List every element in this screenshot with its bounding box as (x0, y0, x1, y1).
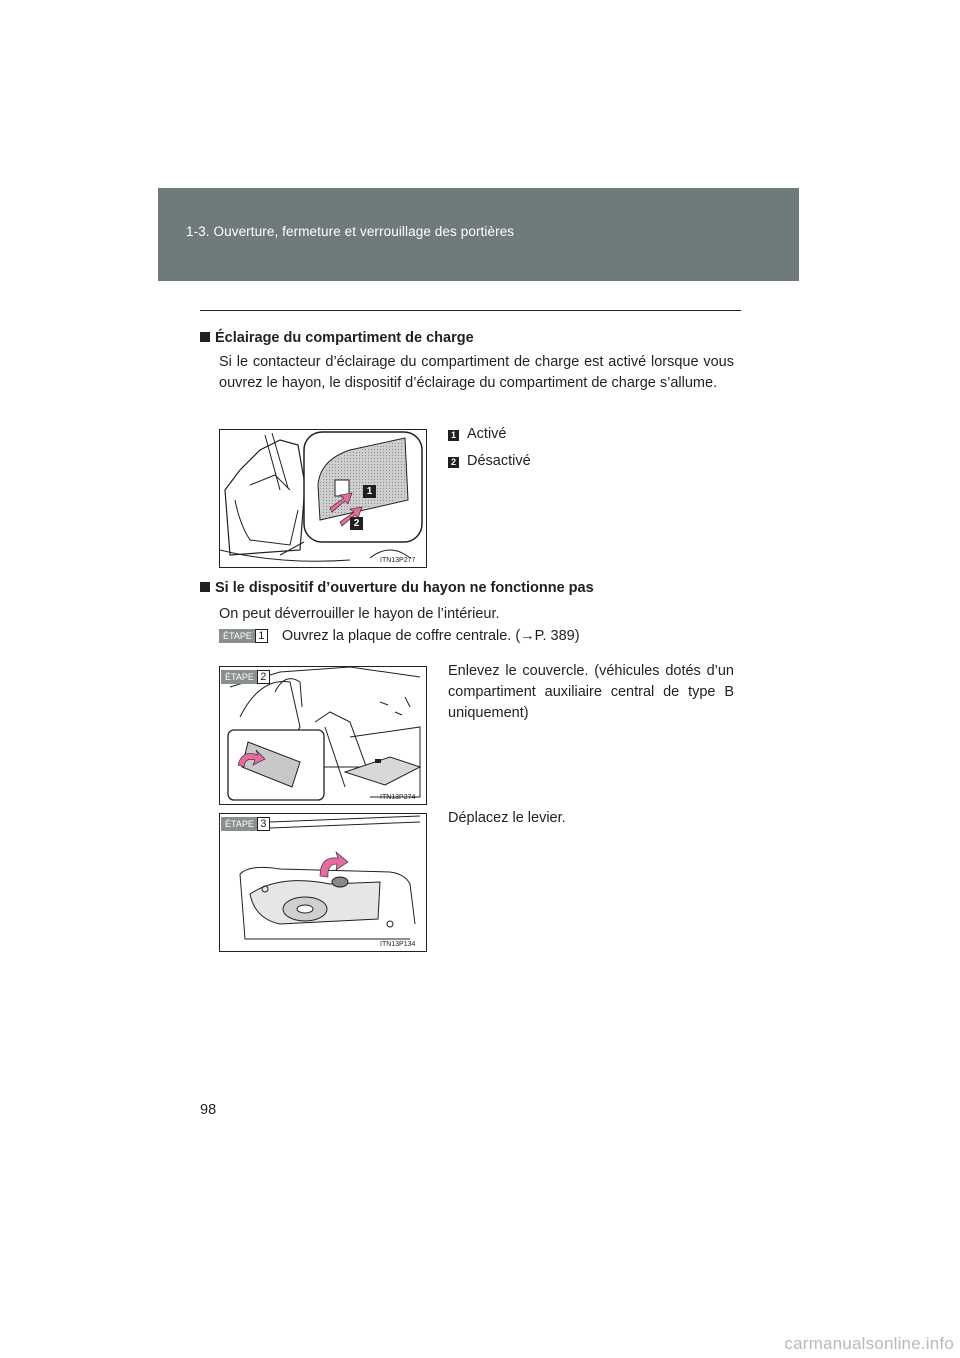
cargo-light-illustration (220, 430, 426, 567)
section-heading-cargo-light: Éclairage du compartiment de charge (200, 330, 474, 346)
step-number: 1 (255, 629, 268, 643)
figure-cargo-light-switch (219, 429, 427, 568)
legend-item-activated: 1 Activé (448, 426, 507, 442)
callout-1: 1 (363, 485, 376, 498)
figure-step-badge: ÉTAPE 2 (221, 668, 270, 686)
legend-number: 2 (448, 457, 459, 468)
header-rule (200, 310, 741, 311)
chapter-title: 1-3. Ouverture, fermeture et verrouillage des portières (186, 224, 515, 239)
step-1-text: Ouvrez la plaque de coffre centrale. (→P. 389) (281, 628, 580, 644)
figure-code: ITN13P277 (380, 557, 416, 564)
bullet-square-icon (200, 332, 210, 342)
figure-step-badge: ÉTAPE 3 (221, 815, 270, 833)
figure-code: ITN13P274 (380, 794, 416, 801)
page-number: 98 (200, 1102, 217, 1118)
section-intro-tailgate: On peut déverrouiller le hayon de l’intérieur. (219, 606, 500, 622)
chapter-header (158, 188, 799, 281)
move-lever-illustration (220, 814, 426, 951)
watermark: carmanualsonline.info (784, 1334, 954, 1353)
legend-item-deactivated: 2 Désactivé (448, 453, 531, 469)
step-3-text: Déplacez le levier. (448, 810, 566, 826)
step-label: ÉTAPE (219, 629, 256, 643)
callout-2: 2 (350, 517, 363, 530)
section-text-cargo-light: Si le contacteur d’éclairage du compartiment de charge est activé lorsque vous ouvrez le hayon, le dispositif d’éclairage du compartiment de charge s’allume. (219, 354, 734, 391)
step-2-text: Enlevez le couvercle. (véhicules dotés d’un compartiment auxiliaire central de type B uniquement) (448, 663, 734, 721)
figure-step-2 (219, 666, 427, 805)
step-1 (219, 626, 580, 647)
legend-number: 1 (448, 430, 459, 441)
remove-cover-illustration (220, 667, 426, 804)
bullet-square-icon (200, 582, 210, 592)
section-heading-tailgate: Si le dispositif d’ouverture du hayon ne fonctionne pas (200, 580, 594, 596)
figure-step-3 (219, 813, 427, 952)
figure-code: ITN13P134 (380, 941, 416, 948)
